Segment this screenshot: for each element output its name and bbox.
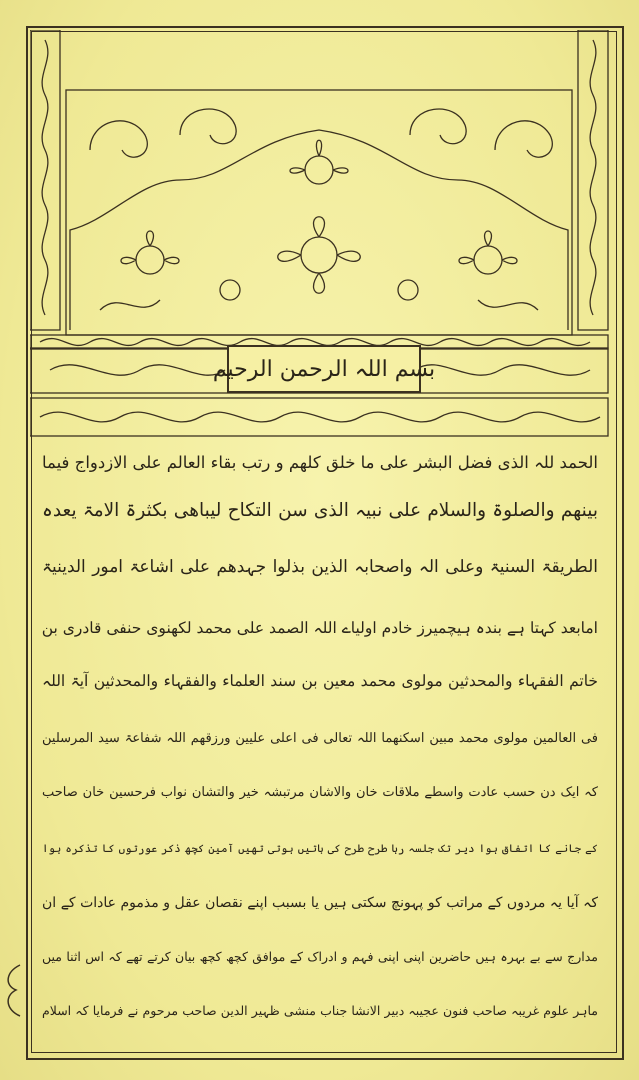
text-line: الحمد للہ الذی فضل البشر علی ما خلق کلھم و رتب بقاء العالم علی الازدواج فیما [42,453,598,472]
text-line: امابعد کہتا ہے بندہ ہیچمیرز خادم اولیاے اللہ الصمد علی محمد لکھنوی حنفی قادری بن [42,619,598,637]
text-line: ماہر علوم غریبہ صاحب فنون عجیبہ دبیر الانشا جناب منشی ظہیر الدین صاحب مرحوم نے فرمایا کہ اسلام [42,1003,598,1018]
text-line: مدارج سے بے بہرہ ہیں حاضرین اپنی اپنی فہم و ادراک کے موافق کچھ کچھ بیان کرتے تھے کہ اس اثنا میں [42,949,598,964]
text-line: کہ آیا یہ مردوں کے مراتب کو پہونچ سکتی ہیں یا بسبب اپنے نقصان عقل و مذموم عادات کے ان [42,895,598,911]
body-text [42,448,598,1048]
text-line: الطریقۃ السنیۃ وعلی الہ واصحابہ الذین بذلوا جہدھم علی اشاعۃ امور الدینیۃ [42,557,598,577]
text-line: کہ ایک دن حسب عادت واسطے ملاقات خان والاشان مرتبشہ خیر والتشان نواب فرحسین خان صاحب [42,785,598,800]
page-edge-ornament [0,960,22,1020]
text-line: فی العالمین مولوی محمد مبین اسکنھما اللہ تعالی فی اعلی علیین ورزقھم اللہ شفاعۃ سید المرسلین [42,731,598,746]
text-line: کے جانے کا اتفاق ہوا دیر تک جلسہ رہا طرح طرح کی باتیں ہوتی تھیں آمین کچھ ذکر عورتوں کا تذکرہ ہوا [42,842,598,855]
bismillah-cartouche [212,345,436,393]
text-line: خاتم الفقہاء والمحدثین مولوی محمد معین بن سند العلماء والفقہاء والمحدثین آیۃ اللہ [42,672,598,690]
text-line: بینھم والصلوۃ والسلام علی نبیہ الذی سن التکاح لیباھی بکثرۃ الامۃ یعدہ [42,500,598,521]
bismillah-title: بسم اللہ الرحمن الرحیم [212,356,436,382]
